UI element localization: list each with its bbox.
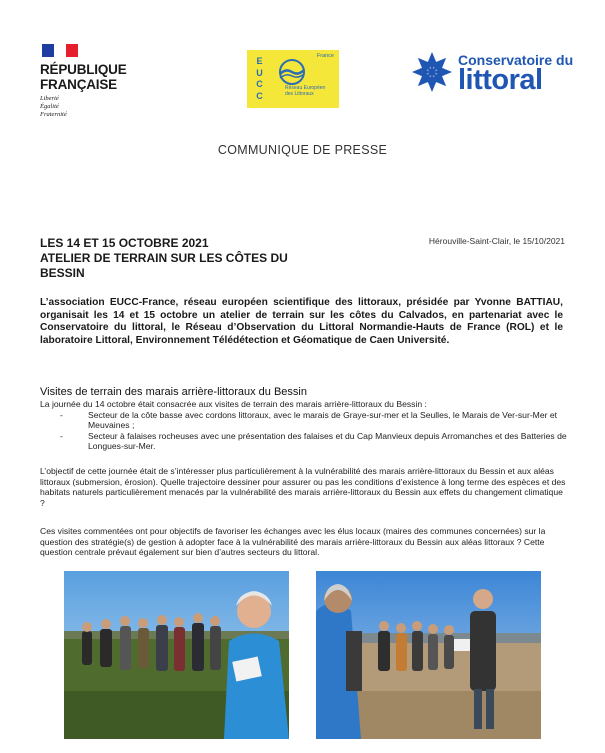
motto-fraternite: Fraternité (40, 111, 67, 118)
motto-egalite: Égalité (40, 103, 59, 110)
conservatoire-littoral-logo (410, 50, 574, 98)
republique-name-line2: FRANÇAISE (40, 77, 117, 92)
field-visit-photo-2 (316, 571, 541, 739)
republique-francaise-logo (40, 44, 150, 119)
eucc-logo (247, 50, 339, 108)
eucc-wave-icon (271, 58, 313, 86)
headline-line3: BESSIN (40, 266, 85, 280)
headline (40, 236, 340, 281)
eucc-country: France (316, 53, 334, 59)
eucc-letter: U (256, 67, 263, 78)
republique-name (40, 62, 150, 92)
bullet-list (40, 410, 568, 452)
eucc-letter: E (256, 56, 263, 66)
eucc-subtitle-line2: des Littoraux (285, 91, 314, 97)
paragraph-objective: L’objectif de cette journée était de s’intéresser plus particulièrement à la vulnérabilité des marais arrière-littoraux du Bessin et aux aléas littoraux (submersion, érosion). Quelle trajectoire dessiner pour assurer ou pas les conditions d’existence à long terme des espèces et des habitats naturels particulièrement menacés par la vulnérabilité des marais arrière-littoraux du Bessin aux effets du changement climatique ? (40, 466, 566, 508)
place-date: Hérouville-Saint-Clair, le 15/10/2021 (428, 236, 565, 246)
press-release-title: COMMUNIQUE DE PRESSE (217, 143, 388, 157)
eucc-subtitle-line1: Réseau Européen (285, 85, 326, 91)
intro-paragraph: L’association EUCC-France, réseau européen scientifique des littoraux, présidée par Yvonne BATTIAU, organisait les 14 et 15 octobre un atelier de terrain sur les côtes du Calvados, en partenariat avec le Conservatoire du littoral, le Réseau d’Observation du Littoral Normandie-Hauts de France (ROL) et le laboratoire Littoral, Environnement Télédétection et Géomatique de Caen Université. (40, 297, 563, 346)
list-item: - Secteur à falaises rocheuses avec une présentation des falaises et du Cap Manvieux depuis Arromanches et des Batteries de Longues-sur-Mer. (40, 431, 568, 452)
section-body (40, 399, 568, 452)
eucc-letters (255, 56, 264, 102)
paragraph-visits: Ces visites commentées ont pour objectifs de favoriser les échanges avec les élus locaux (maires des communes concernées) sur la question des stratégie(s) de gestion à adopter face à la vulnérabilité des marais arrière-littoraux du Bessin aux aléas littoraux ? Cette question centrale prévaut également sur bien d’autres secteurs du littoral. (40, 526, 546, 557)
motto-liberte: Liberté (40, 95, 59, 102)
field-visit-photo-1 (64, 571, 289, 739)
eucc-letter: C (256, 79, 263, 89)
eucc-letter: C (256, 90, 263, 101)
french-flag-icon (42, 44, 78, 57)
section-title: Visites de terrain des marais arrière-littoraux du Bessin (40, 386, 307, 398)
conservatoire-name-line2: littoral (458, 64, 543, 96)
section-intro: La journée du 14 octobre était consacrée aux visites de terrain des marais arrière-littoraux du Bessin : (40, 399, 427, 409)
headline-line1: LES 14 ET 15 OCTOBRE 2021 (40, 236, 209, 250)
conservatoire-name-line1: Conservatoire du (458, 52, 574, 68)
republique-name-line1: RÉPUBLIQUE (40, 62, 127, 77)
eucc-subtitle (285, 85, 325, 97)
list-item: - Secteur de la côte basse avec cordons littoraux, avec le marais de Graye-sur-mer et la Seulles, le Marais de Ver-sur-Mer et Meuvaines ; (40, 410, 568, 431)
snowflake-icon (410, 50, 454, 94)
republique-motto (40, 95, 150, 119)
headline-line2: ATELIER DE TERRAIN SUR LES CÔTES DU (40, 251, 288, 265)
